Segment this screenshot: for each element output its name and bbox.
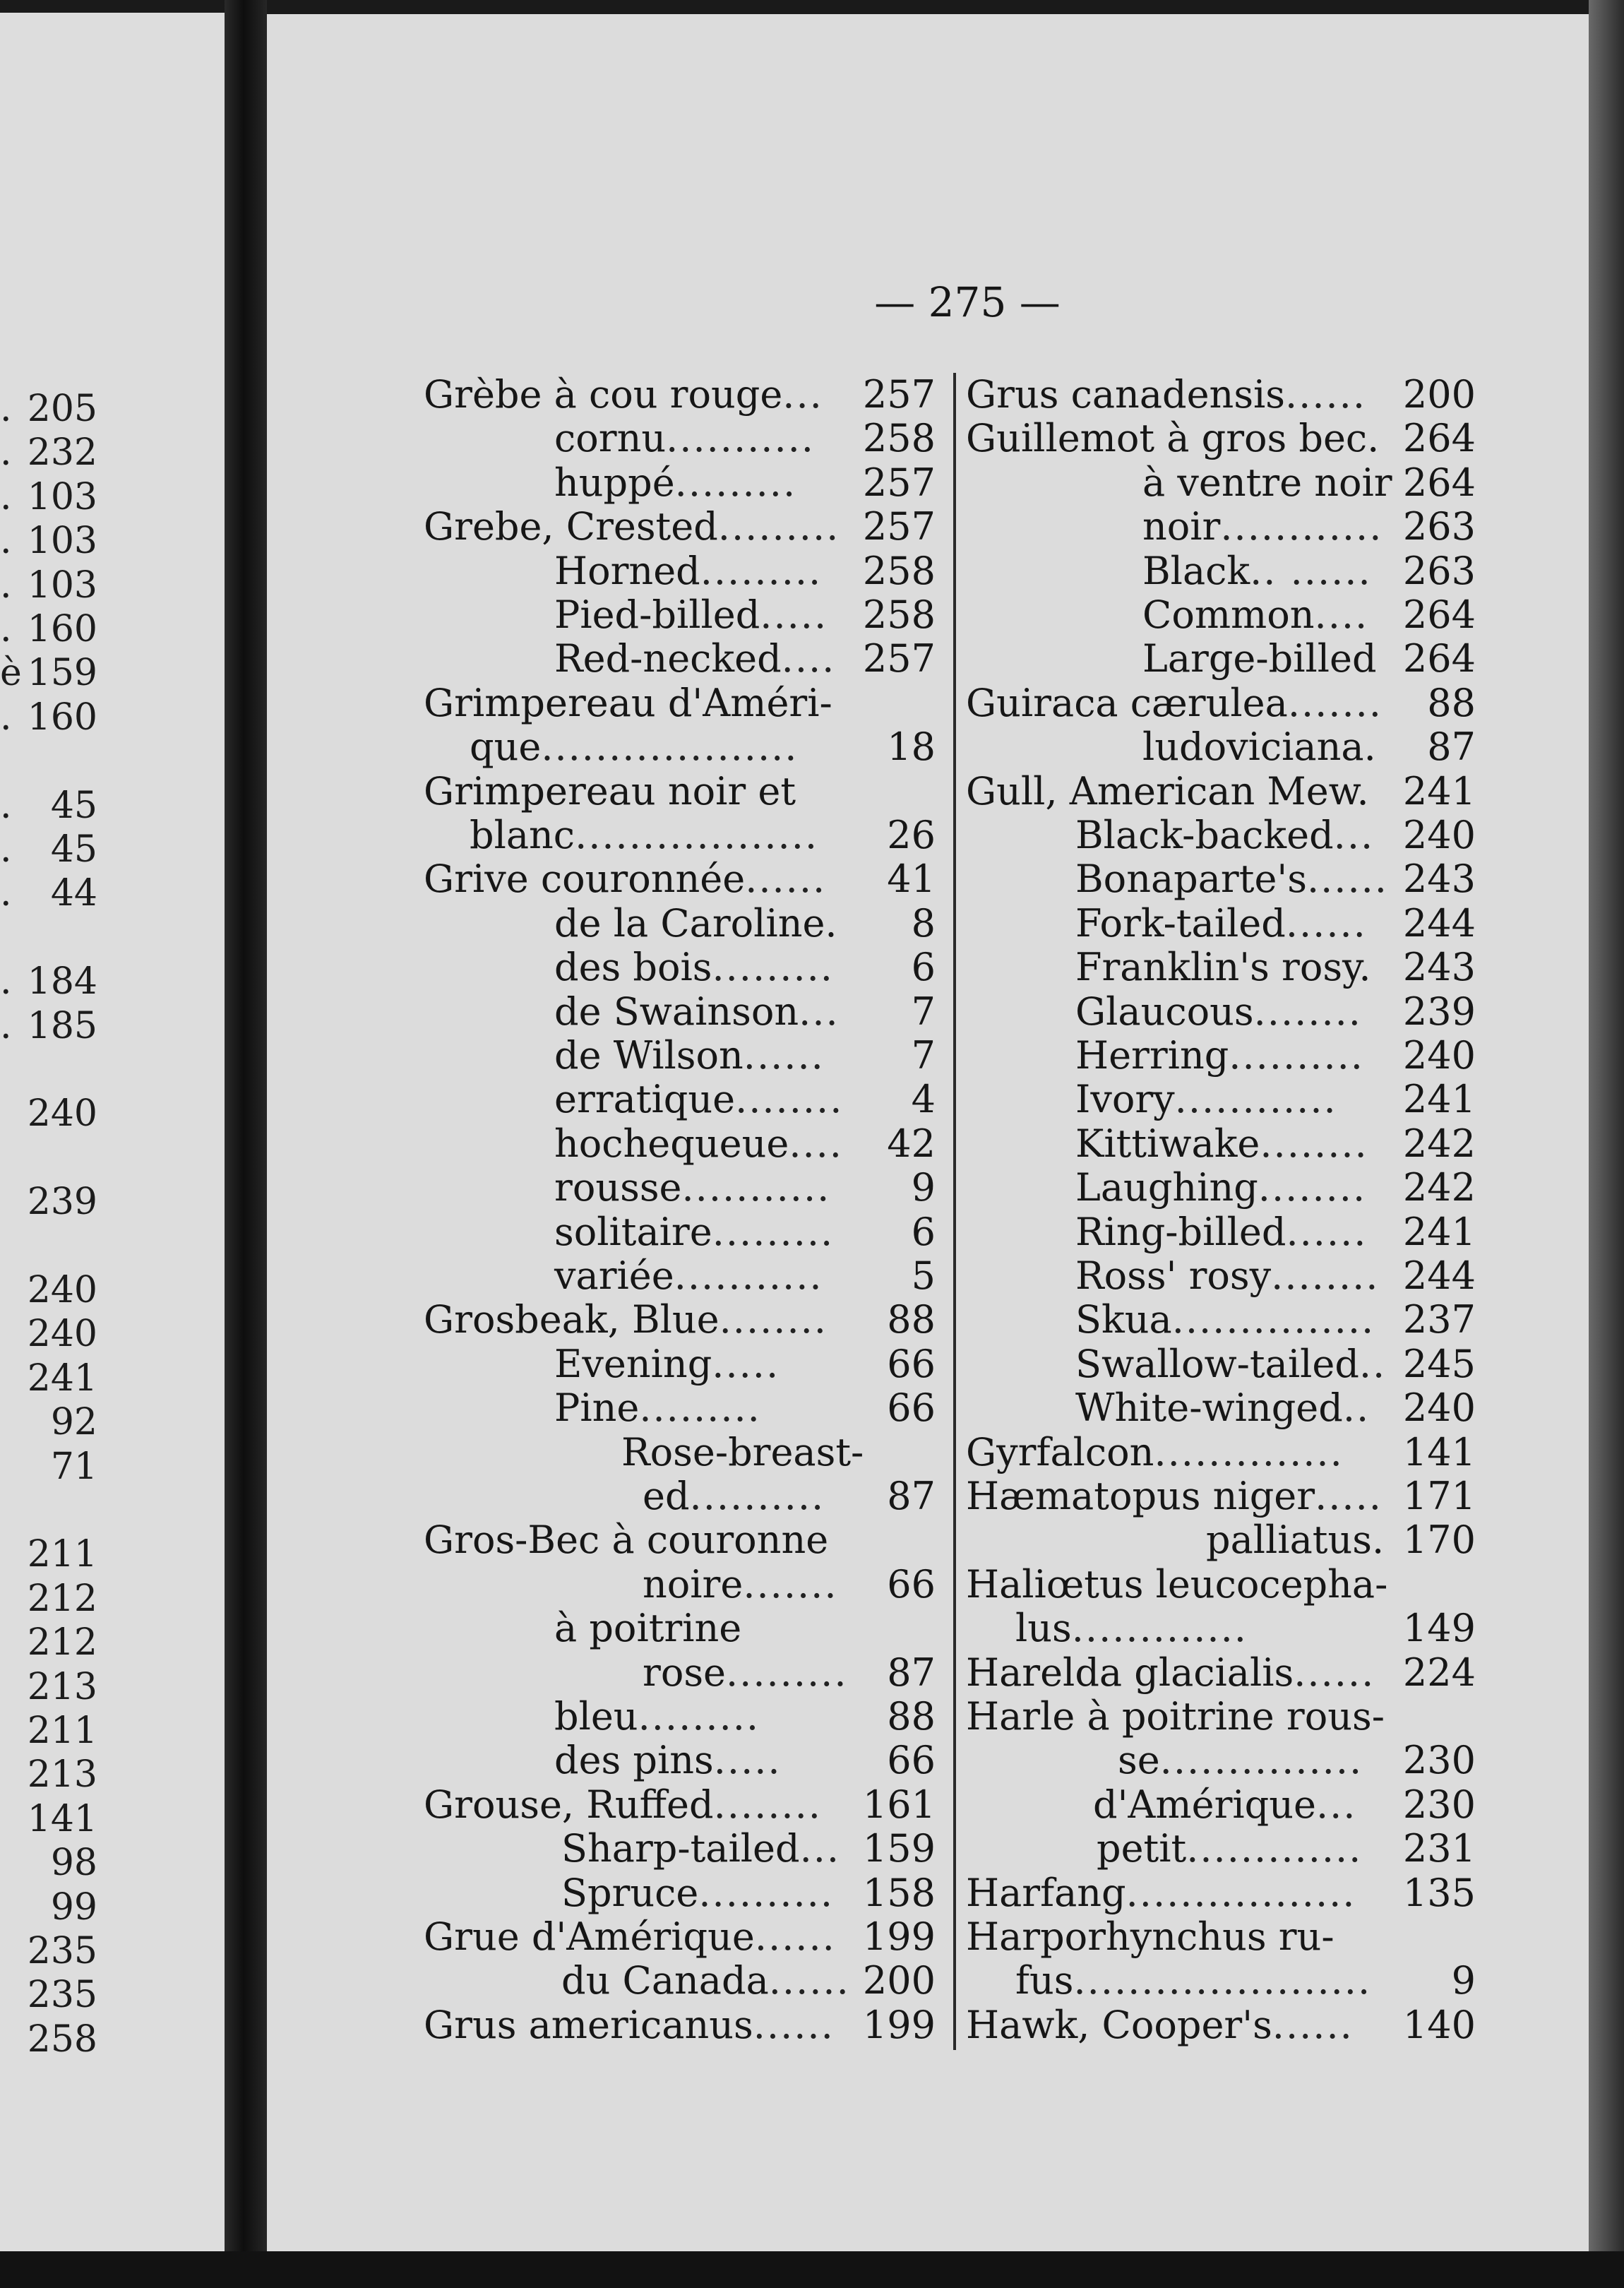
page-ref: 264: [1402, 592, 1476, 637]
dot-leader: ....: [1314, 592, 1369, 637]
index-entry: de Swainson: [554, 989, 799, 1034]
dot-leader: ...: [1333, 813, 1375, 857]
dot-leader: ......: [1285, 900, 1367, 946]
page-ref: 18: [887, 725, 936, 770]
edge-page-number: 103: [27, 475, 97, 518]
edge-prefix: .: [0, 828, 12, 871]
edge-prefix: .: [0, 431, 12, 475]
dot-leader: .....: [712, 1341, 780, 1386]
dot-leader: ...: [799, 1826, 841, 1871]
dot-leader: ......: [754, 1914, 836, 1959]
page-ref: 242: [1402, 1165, 1476, 1210]
index-entry: Common: [1142, 592, 1315, 637]
index-entry: Bonaparte's: [1075, 857, 1307, 902]
index-entry: Grosbeak, Blue: [424, 1297, 720, 1342]
dot-leader: .........: [712, 1209, 835, 1254]
index-entry: se: [1118, 1738, 1160, 1783]
page-ref: 224: [1402, 1650, 1476, 1695]
index-entry: d'Amérique: [1093, 1782, 1316, 1827]
dot-leader: ......: [1286, 1209, 1368, 1254]
edge-prefix: .: [0, 520, 12, 563]
index-entry: noir: [1142, 504, 1221, 549]
page-ref: 240: [1402, 1033, 1476, 1078]
dot-leader: ......: [753, 2002, 835, 2047]
page-ref: 199: [862, 2002, 936, 2047]
edge-page-number: 185: [27, 1004, 97, 1047]
edge-page-number: 212: [27, 1577, 97, 1620]
index-entry: Spruce: [561, 1870, 699, 1915]
index-entry: Grèbe à cou rouge: [424, 372, 783, 417]
edge-page-number: 213: [27, 1753, 97, 1797]
edge-page-number: 212: [27, 1621, 97, 1664]
dot-leader: ...................: [541, 725, 799, 770]
dot-leader: ....: [789, 1121, 843, 1166]
index-entry: Grimpereau noir et: [424, 768, 796, 814]
index-entry: Laughing: [1075, 1165, 1258, 1210]
page-ref: 135: [1402, 1870, 1476, 1915]
dot-leader: .........: [674, 460, 797, 505]
index-entry: rose: [643, 1650, 726, 1695]
page-ref: 149: [1402, 1606, 1476, 1651]
edge-page-number: 45: [50, 828, 97, 871]
page-ref: 6: [911, 945, 936, 990]
edge-page-number: 103: [27, 564, 97, 607]
page-ref: 7: [911, 989, 936, 1034]
page-ref: 258: [862, 592, 936, 637]
page-ref: 88: [1427, 680, 1476, 725]
edge-page-number: 103: [27, 520, 97, 563]
dot-leader: ..........: [698, 1870, 835, 1915]
edge-prefix: .: [0, 608, 12, 650]
index-entry: Pine: [554, 1386, 640, 1431]
page-ref: 161: [862, 1782, 936, 1827]
dot-leader: .............: [1071, 1606, 1248, 1651]
dot-leader: ...: [799, 989, 840, 1034]
dot-leader: ........: [1253, 989, 1362, 1034]
dot-leader: ........: [713, 1782, 822, 1827]
index-entry: Gull, American Mew.: [966, 768, 1369, 814]
index-entry: des bois: [554, 945, 712, 990]
edge-page-number: 211: [27, 1533, 97, 1576]
index-entry: Black: [1142, 548, 1250, 593]
index-entry: Grimpereau d'Améri-: [424, 680, 832, 725]
dot-leader: .........: [638, 1694, 760, 1739]
page-ref: 6: [911, 1209, 936, 1254]
edge-page-number: 235: [27, 1974, 97, 2017]
index-entry: lus: [1015, 1606, 1072, 1651]
dot-leader: ......: [1285, 372, 1367, 417]
page-ref: 88: [887, 1297, 936, 1342]
dot-leader: ........: [719, 1297, 828, 1342]
dot-leader: ..: [1342, 1386, 1371, 1431]
page-ref: 258: [862, 416, 936, 461]
page-ref: 200: [1402, 372, 1476, 417]
page-ref: 88: [887, 1694, 936, 1739]
page-ref: 41: [887, 857, 936, 902]
page-ref: 66: [887, 1341, 936, 1386]
dot-leader: ......: [1272, 2002, 1354, 2047]
dot-leader: ......: [1294, 1650, 1375, 1695]
index-entry: Kittiwake: [1075, 1121, 1260, 1166]
dot-leader: ........: [1271, 1253, 1380, 1298]
page-ref: 87: [887, 1650, 936, 1695]
dot-leader: ......................: [1073, 1958, 1372, 2003]
page-ref: 241: [1402, 1077, 1476, 1122]
edge-page-number: 239: [27, 1181, 97, 1224]
index-entry: blanc: [470, 813, 575, 857]
dot-leader: .........: [717, 504, 840, 549]
dot-leader: .........: [639, 1386, 761, 1431]
index-entry: variée: [554, 1253, 674, 1298]
page-ref: 9: [1451, 1958, 1476, 2003]
edge-prefix: .: [0, 872, 12, 915]
index-entry: cornu: [554, 416, 667, 461]
index-entry: Horned: [554, 548, 700, 593]
edge-page-number: 99: [50, 1885, 97, 1929]
index-entry: de la Caroline.: [554, 900, 837, 946]
dot-leader: ...........: [674, 1253, 823, 1298]
page-ref: 244: [1402, 1253, 1476, 1298]
index-entry: Grive couronnée: [424, 857, 746, 902]
page-ref: 159: [862, 1826, 936, 1871]
edge-prefix: .: [0, 1004, 12, 1047]
index-entry: erratique: [554, 1077, 736, 1122]
page-ref: 230: [1402, 1738, 1476, 1783]
page-ref: 264: [1402, 460, 1476, 505]
index-entry: Fork-tailed: [1075, 900, 1286, 946]
edge-page-number: 258: [27, 2018, 97, 2061]
page-ref: 264: [1402, 636, 1476, 681]
index-entry: ed: [643, 1474, 690, 1518]
edge-prefix: .: [0, 696, 12, 739]
index-entry: Guiraca cærulea: [966, 680, 1288, 725]
page-ref: 243: [1402, 857, 1476, 902]
page-ref: 257: [862, 504, 936, 549]
index-entry: Ivory: [1075, 1077, 1175, 1122]
index-entry: Large-billed: [1142, 636, 1377, 681]
dot-leader: ..: [1359, 1341, 1387, 1386]
dot-leader: .................: [1126, 1870, 1356, 1915]
index-entry: Rose-breast-: [621, 1429, 864, 1474]
page-ref: 263: [1402, 504, 1476, 549]
page-ref: 258: [862, 548, 936, 593]
index-entry: Gros-Bec à couronne: [424, 1518, 829, 1563]
index-entry: Glaucous: [1075, 989, 1254, 1034]
page-ref: 245: [1402, 1341, 1476, 1386]
page-ref: 66: [887, 1386, 936, 1431]
page-right-edge: [1589, 0, 1624, 2288]
page-ref: 244: [1402, 900, 1476, 946]
dot-leader: .........: [712, 945, 834, 990]
index-entry: Black-backed: [1075, 813, 1334, 857]
dot-leader: ..........: [689, 1474, 825, 1518]
edge-page-number: 160: [27, 608, 97, 650]
dot-leader: ...........: [666, 416, 815, 461]
edge-prefix: .: [0, 388, 12, 430]
index-entry: palliatus.: [1206, 1518, 1385, 1563]
column-divider: [953, 373, 956, 2050]
edge-prefix: .: [0, 564, 12, 607]
page-ref: 243: [1402, 945, 1476, 990]
page-ref: 241: [1402, 768, 1476, 814]
page-ref: 242: [1402, 1121, 1476, 1166]
dot-leader: ...: [1315, 1782, 1357, 1827]
index-entry: de Wilson: [554, 1033, 744, 1078]
index-entry: petit: [1097, 1826, 1187, 1871]
index-entry: Skua: [1075, 1297, 1172, 1342]
dot-leader: ...............: [1171, 1297, 1375, 1342]
book-gutter: [225, 0, 267, 2288]
page-ref: 237: [1402, 1297, 1476, 1342]
index-entry: Pied-billed: [554, 592, 760, 637]
dot-leader: ......: [768, 1958, 850, 2003]
edge-page-number: 240: [27, 1269, 97, 1311]
page-ref: 200: [862, 1958, 936, 2003]
edge-page-number: 240: [27, 1092, 97, 1136]
page-ref: 26: [887, 813, 936, 857]
index-entry: hochequeue: [554, 1121, 789, 1166]
edge-page-number: 240: [27, 1313, 97, 1356]
index-entry: Ring-billed: [1075, 1209, 1286, 1254]
edge-prefix: .: [0, 960, 12, 1003]
index-entry: Grouse, Ruffed: [424, 1782, 714, 1827]
edge-page-number: 205: [27, 388, 97, 430]
scan-bottom-border: [0, 2251, 1624, 2288]
page-ref: 66: [887, 1738, 936, 1783]
index-entry: rousse: [554, 1165, 682, 1210]
index-entry: Swallow-tailed: [1075, 1341, 1359, 1386]
page-ref: 140: [1402, 2002, 1476, 2047]
index-entry: fus: [1015, 1958, 1074, 2003]
page-ref: 66: [887, 1561, 936, 1607]
index-entry: à poitrine: [554, 1606, 742, 1651]
dot-leader: .. ......: [1250, 548, 1372, 593]
page-ref: 241: [1402, 1209, 1476, 1254]
dot-leader: ..................: [575, 813, 819, 857]
edge-page-number: 211: [27, 1710, 97, 1752]
dot-leader: ........: [1258, 1165, 1367, 1210]
index-entry: Harle à poitrine rous-: [966, 1694, 1385, 1739]
index-entry: Harelda glacialis: [966, 1650, 1294, 1695]
index-entry: Harfang: [966, 1870, 1126, 1915]
index-entry: Haliœtus leucocepha-: [966, 1561, 1388, 1607]
edge-page-number: 141: [27, 1797, 97, 1840]
edge-prefix: è: [0, 652, 22, 695]
page-ref: 231: [1402, 1826, 1476, 1871]
edge-page-number: 160: [27, 696, 97, 739]
index-entry: Hawk, Cooper's: [966, 2002, 1272, 2047]
index-entry: Evening: [554, 1341, 712, 1386]
dot-leader: .....: [760, 592, 828, 637]
index-entry: solitaire: [554, 1209, 712, 1254]
edge-page-number: 44: [50, 872, 97, 915]
index-entry: des pins: [554, 1738, 714, 1783]
page-number: — 275 —: [874, 278, 1061, 326]
page-ref: 5: [911, 1253, 936, 1298]
page-ref: 9: [911, 1165, 936, 1210]
index-entry: ludoviciana.: [1142, 725, 1376, 770]
dot-leader: ...........: [681, 1165, 831, 1210]
page-ref: 240: [1402, 813, 1476, 857]
dot-leader: .......: [743, 1561, 838, 1607]
dot-leader: ...: [782, 372, 823, 417]
edge-page-number: 213: [27, 1665, 97, 1708]
page-ref: 171: [1402, 1474, 1476, 1518]
page-ref: 239: [1402, 989, 1476, 1034]
index-entry: Harporhynchus ru-: [966, 1914, 1335, 1959]
page-ref: 264: [1402, 416, 1476, 461]
edge-page-number: 45: [50, 784, 97, 827]
index-entry: Guillemot à gros bec.: [966, 416, 1380, 461]
dot-leader: .....: [713, 1738, 782, 1783]
page-ref: 87: [1427, 725, 1476, 770]
index-entry: que: [470, 725, 542, 770]
dot-leader: ........: [1260, 1121, 1368, 1166]
page-ref: 257: [862, 372, 936, 417]
page-ref: 230: [1402, 1782, 1476, 1827]
index-entry: à ventre noir: [1142, 460, 1392, 505]
index-entry: Sharp-tailed: [561, 1826, 800, 1871]
dot-leader: ............: [1220, 504, 1383, 549]
edge-page-number: 159: [27, 652, 97, 695]
index-entry: White-winged: [1075, 1386, 1343, 1431]
edge-page-number: 184: [27, 960, 97, 1003]
page-ref: 8: [911, 900, 936, 946]
page-ref: 170: [1402, 1518, 1476, 1563]
dot-leader: .............: [1186, 1826, 1363, 1871]
edge-prefix: .: [0, 475, 12, 518]
page-ref: 4: [911, 1077, 936, 1122]
page-ref: 257: [862, 636, 936, 681]
index-entry: Herring: [1075, 1033, 1229, 1078]
index-entry: Grebe, Crested: [424, 504, 718, 549]
index-entry: bleu: [554, 1694, 638, 1739]
dot-leader: ..............: [1154, 1429, 1344, 1474]
index-entry: Franklin's rosy.: [1075, 945, 1371, 990]
dot-leader: ......: [743, 1033, 825, 1078]
index-entry: noire: [643, 1561, 744, 1607]
dot-leader: ..........: [1229, 1033, 1364, 1078]
index-entry: Grus canadensis: [966, 372, 1286, 417]
page-ref: 42: [887, 1121, 936, 1166]
index-entry: Grue d'Amérique: [424, 1914, 755, 1959]
page-ref: 199: [862, 1914, 936, 1959]
index-entry: Red-necked: [554, 636, 782, 681]
dot-leader: ......: [1306, 857, 1388, 902]
dot-leader: ......: [745, 857, 827, 902]
page-ref: 87: [887, 1474, 936, 1518]
dot-leader: .....: [1315, 1474, 1383, 1518]
page-ref: 141: [1402, 1429, 1476, 1474]
page-ref: 257: [862, 460, 936, 505]
index-entry: Ross' rosy: [1075, 1253, 1272, 1298]
edge-page-number: 241: [27, 1357, 97, 1400]
edge-prefix: .: [0, 784, 12, 827]
index-entry: Grus americanus: [424, 2002, 753, 2047]
page-ref: 240: [1402, 1386, 1476, 1431]
index-entry: huppé: [554, 460, 675, 505]
edge-page-number: 232: [27, 431, 97, 475]
dot-leader: ...............: [1159, 1738, 1363, 1783]
page-ref: 158: [862, 1870, 936, 1915]
index-entry: du Canada: [561, 1958, 769, 2003]
dot-leader: ............: [1174, 1077, 1337, 1122]
dot-leader: .......: [1287, 680, 1383, 725]
edge-page-number: 71: [50, 1445, 97, 1488]
page-ref: 7: [911, 1033, 936, 1078]
index-entry: Hæmatopus niger: [966, 1474, 1315, 1518]
dot-leader: ....: [781, 636, 836, 681]
edge-page-number: 235: [27, 1930, 97, 1972]
edge-page-number: 98: [50, 1842, 97, 1885]
dot-leader: .........: [726, 1650, 848, 1695]
page-ref: 263: [1402, 548, 1476, 593]
dot-leader: .........: [700, 548, 823, 593]
edge-page-number: 92: [50, 1401, 97, 1444]
dot-leader: ........: [735, 1077, 844, 1122]
index-entry: Gyrfalcon: [966, 1429, 1154, 1474]
